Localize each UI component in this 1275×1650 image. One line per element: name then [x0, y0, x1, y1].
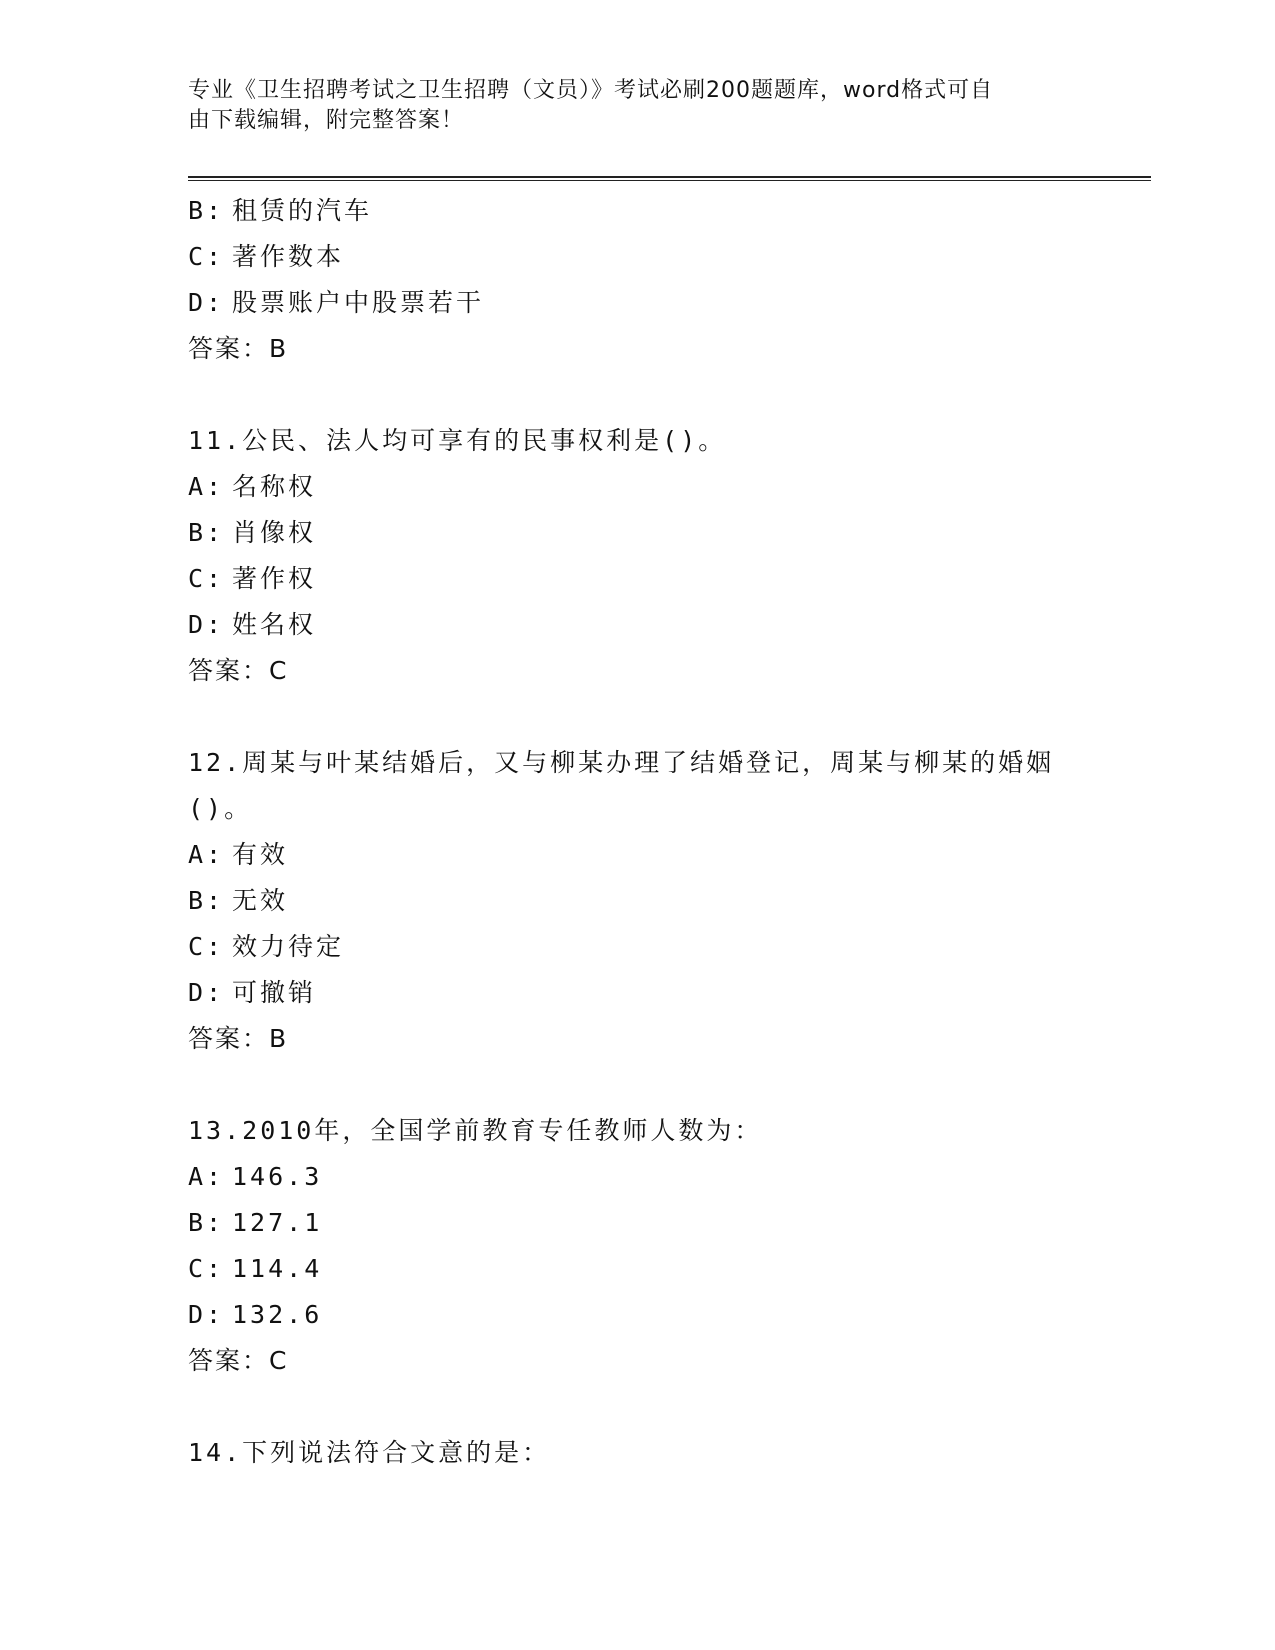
spacer — [188, 1384, 1088, 1430]
spacer — [188, 1062, 1088, 1108]
question-block-10 — [188, 188, 1088, 372]
option-text: 有效 — [232, 840, 289, 869]
option-text: 132.6 — [232, 1300, 323, 1329]
document-header — [188, 76, 1088, 136]
option-item — [188, 464, 1088, 510]
option-key: C: — [188, 242, 225, 271]
option-text: 114.4 — [232, 1254, 323, 1283]
option-item — [188, 510, 1088, 556]
option-key: C: — [188, 564, 225, 593]
option-item — [188, 1292, 1088, 1338]
option-item — [188, 970, 1088, 1016]
option-text: 股票账户中股票若干 — [232, 288, 485, 317]
option-item — [188, 556, 1088, 602]
header-line-2: 由下载编辑，附完整答案！ — [188, 108, 465, 133]
option-text: 效力待定 — [232, 932, 345, 961]
option-item — [188, 602, 1088, 648]
option-key: A: — [188, 472, 225, 501]
question-list — [188, 188, 1088, 1476]
option-text: 146.3 — [232, 1162, 323, 1191]
option-key: D: — [188, 1300, 225, 1329]
option-key: D: — [188, 288, 225, 317]
option-item — [188, 1200, 1088, 1246]
option-key: D: — [188, 610, 225, 639]
option-item — [188, 188, 1088, 234]
answer-line: 答案：B — [188, 1024, 289, 1053]
option-key: A: — [188, 1162, 225, 1191]
header-divider-thin — [188, 180, 1151, 181]
question-text-continued: ()。 — [188, 794, 253, 823]
option-item — [188, 1154, 1088, 1200]
option-text: 姓名权 — [232, 610, 317, 639]
option-text: 肖像权 — [232, 518, 317, 547]
option-item — [188, 280, 1088, 326]
header-divider-thick — [188, 176, 1151, 178]
header-line-1: 专业《卫生招聘考试之卫生招聘（文员）》考试必刷200题题库，word格式可自 — [188, 78, 994, 103]
option-text: 127.1 — [232, 1208, 323, 1237]
option-key: B: — [188, 886, 225, 915]
option-item — [188, 878, 1088, 924]
option-text: 著作权 — [232, 564, 317, 593]
option-key: B: — [188, 1208, 225, 1237]
answer-line: 答案：C — [188, 656, 289, 685]
option-text: 著作数本 — [232, 242, 345, 271]
question-text: 14.下列说法符合文意的是： — [188, 1438, 551, 1467]
option-item — [188, 832, 1088, 878]
answer-line: 答案：C — [188, 1346, 289, 1375]
option-key: B: — [188, 518, 225, 547]
question-block-11 — [188, 418, 1088, 694]
option-text: 租赁的汽车 — [232, 196, 373, 225]
option-item — [188, 1246, 1088, 1292]
spacer — [188, 372, 1088, 418]
option-text: 无效 — [232, 886, 289, 915]
option-item — [188, 234, 1088, 280]
option-text: 名称权 — [232, 472, 317, 501]
option-text: 可撤销 — [232, 978, 317, 1007]
question-block-14 — [188, 1430, 1088, 1476]
question-block-13 — [188, 1108, 1088, 1384]
question-text: 13.2010年，全国学前教育专任教师人数为： — [188, 1116, 763, 1145]
option-key: A: — [188, 840, 225, 869]
option-key: C: — [188, 932, 225, 961]
option-key: D: — [188, 978, 225, 1007]
option-key: B: — [188, 196, 225, 225]
option-item — [188, 924, 1088, 970]
spacer — [188, 694, 1088, 740]
option-key: C: — [188, 1254, 225, 1283]
question-text: 12.周某与叶某结婚后，又与柳某办理了结婚登记，周某与柳某的婚姻 — [188, 748, 1055, 777]
question-text: 11.公民、法人均可享有的民事权利是()。 — [188, 426, 727, 455]
answer-line: 答案：B — [188, 334, 289, 363]
question-block-12 — [188, 740, 1088, 1062]
